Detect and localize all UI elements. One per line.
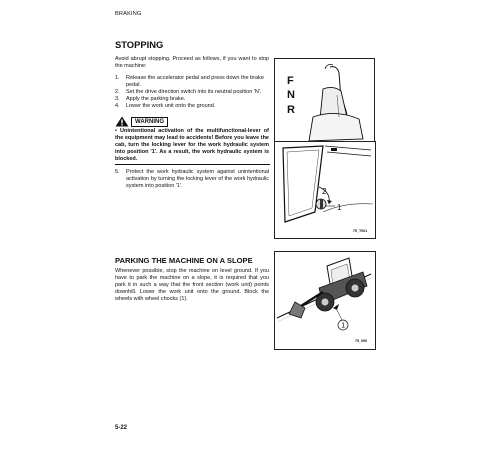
parking-text: Whenever possible, stop the machine on level ground. If you have to park the machine on a slope, it is required that you park it in such a way that the front section (work unit) points downhill. Lower the work unit onto the ground. Block the wheels with wheel chocks (1). xyxy=(115,268,269,303)
letter-r: R xyxy=(287,104,295,116)
slope-parking-illustration xyxy=(275,252,375,349)
step-item: 1. Release the accelerator pedal and press down the brake pedal. xyxy=(115,75,264,89)
letter-f: F xyxy=(287,75,294,87)
figure-code: 75_T061 xyxy=(353,229,368,233)
locking-lever-illustration xyxy=(275,142,375,238)
parking-heading: PARKING THE MACHINE ON A SLOPE xyxy=(115,256,253,265)
page-number: 5-22 xyxy=(115,425,128,431)
figure-slope-parking xyxy=(274,251,376,350)
stopping-intro: Avoid abrupt stopping. Proceed as follows, if you want to stop the machine: xyxy=(115,56,269,70)
step-item: 4. Lower the work unit onto the ground. xyxy=(115,103,216,110)
bullet-icon: • xyxy=(115,128,121,134)
divider-rule xyxy=(115,164,270,165)
callout-1: 1 xyxy=(341,322,346,330)
callout-1: 1 xyxy=(337,203,342,212)
figure-locking-lever xyxy=(274,141,376,239)
letter-n: N xyxy=(287,89,295,101)
step-item: 2. Set the drive direction switch into its neutral position 'N'. xyxy=(115,89,262,96)
callout-2: 2 xyxy=(322,187,327,196)
step-5: 5. Protect the work hydraulic system against unintentional activation by turning the locking lever of the work hydraulic system into position '1'. xyxy=(115,169,269,190)
stopping-steps xyxy=(115,75,269,110)
figure-code: 75_090 xyxy=(355,339,367,343)
warning-triangle-icon xyxy=(115,116,129,127)
warning-label: WARNING xyxy=(131,117,168,127)
warning-text: • Unintentional activation of the multifunctional-lever of the equipment may lead to accidents! Before you leave the cab, turn the locking lever for the work hydraulic system into position '1'. As a result, the work hydraulic system is blocked. xyxy=(115,128,269,163)
stopping-heading: STOPPING xyxy=(115,39,164,50)
step-item: 3. Apply the parking brake. xyxy=(115,96,186,103)
section-header: BRAKING xyxy=(115,11,142,17)
